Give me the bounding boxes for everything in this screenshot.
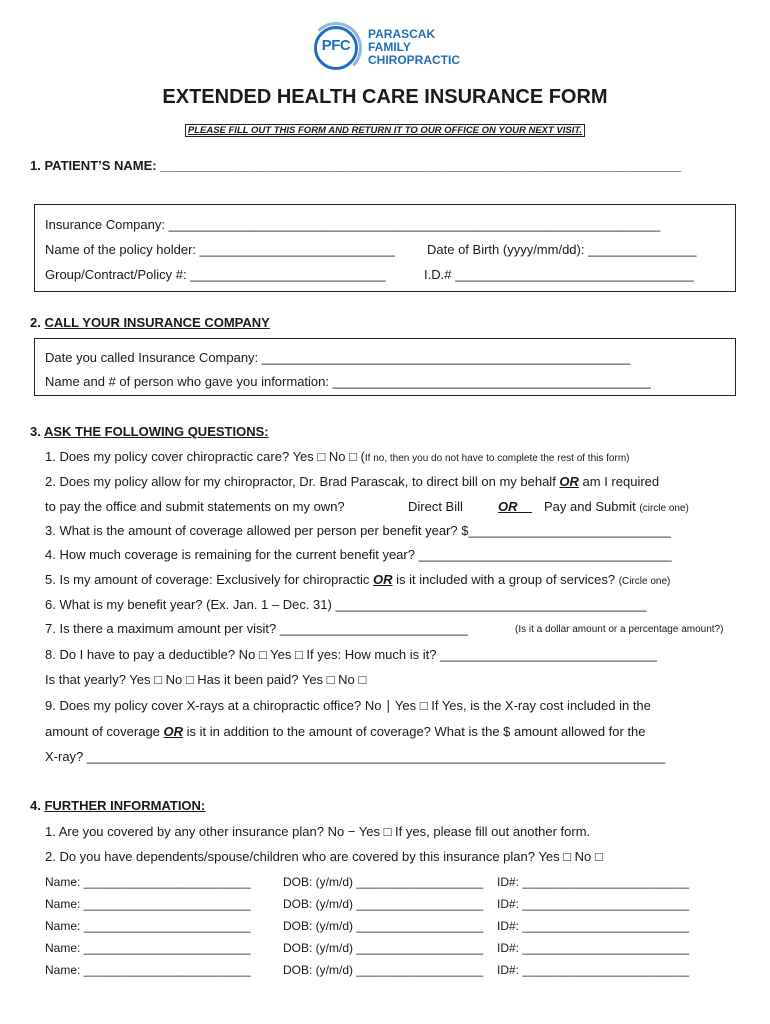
or-emphasis: OR bbox=[498, 499, 518, 514]
insurance-company-field[interactable]: Insurance Company: ____________________________________________________________________ bbox=[45, 217, 661, 232]
question-1-text: 1. Does my policy cover chiropractic care? Yes □ No □ ( bbox=[45, 449, 365, 464]
pay-and-submit-option[interactable] bbox=[544, 499, 689, 514]
or-emphasis: OR bbox=[373, 572, 393, 587]
dependent-name[interactable]: Name: _________________________ bbox=[45, 941, 251, 955]
section-3-number: 3. bbox=[30, 424, 44, 439]
question-9c[interactable]: X-ray? ________________________________________________________________________________ bbox=[45, 749, 666, 764]
dependent-dob[interactable]: DOB: (y/m/d) ___________________ bbox=[283, 897, 484, 911]
dependent-dob[interactable]: DOB: (y/m/d) ___________________ bbox=[283, 963, 484, 977]
dependent-id[interactable]: ID#: _________________________ bbox=[497, 963, 690, 977]
group-policy-field[interactable]: Group/Contract/Policy #: ___________________________ bbox=[45, 267, 386, 282]
direct-bill-option[interactable]: Direct Bill bbox=[408, 499, 463, 514]
question-9b-post: is it in addition to the amount of coverage? What is the $ amount allowed for the bbox=[183, 724, 646, 739]
question-2a-post: am I required bbox=[578, 474, 660, 489]
form-instructions-wrap bbox=[0, 120, 770, 138]
or-emphasis: OR bbox=[559, 474, 579, 489]
question-4[interactable]: 4. How much coverage is remaining for the current benefit year? ___________________________________ bbox=[45, 547, 672, 562]
dependent-dob[interactable]: DOB: (y/m/d) ___________________ bbox=[283, 919, 484, 933]
section-2-heading bbox=[30, 315, 270, 330]
section-4-title: FURTHER INFORMATION: bbox=[44, 798, 206, 813]
dependent-id[interactable]: ID#: _________________________ bbox=[497, 919, 690, 933]
question-9a[interactable]: 9. Does my policy cover X-rays at a chiropractic office? No ∣ Yes □ If Yes, is the X-ray cost included in the bbox=[45, 698, 651, 713]
logo-line-1: PARASCAK bbox=[368, 27, 436, 41]
question-8b[interactable]: Is that yearly? Yes □ No □ Has it been paid? Yes □ No □ bbox=[45, 672, 367, 687]
question-5-pre: 5. Is my amount of coverage: Exclusively for chiropractic bbox=[45, 572, 374, 587]
logo-line-2: FAMILY bbox=[368, 40, 411, 54]
dependent-id[interactable]: ID#: _________________________ bbox=[497, 941, 690, 955]
question-1-note: If no, then you do not have to complete the rest of this form) bbox=[364, 453, 630, 464]
dependent-dob[interactable]: DOB: (y/m/d) ___________________ bbox=[283, 941, 484, 955]
dependent-name[interactable]: Name: _________________________ bbox=[45, 897, 251, 911]
clinic-logo bbox=[314, 24, 464, 74]
dependent-name[interactable]: Name: _________________________ bbox=[45, 919, 251, 933]
question-7[interactable]: 7. Is there a maximum amount per visit? __________________________ bbox=[45, 621, 468, 636]
date-of-birth-field[interactable]: Date of Birth (yyyy/mm/dd): _______________ bbox=[427, 242, 697, 257]
section-2-title: CALL YOUR INSURANCE COMPANY bbox=[44, 315, 270, 330]
person-info-field[interactable]: Name and # of person who gave you information: ____________________________________________ bbox=[45, 374, 651, 389]
or-pay-wrap bbox=[498, 499, 532, 514]
policy-holder-field[interactable]: Name of the policy holder: ___________________________ bbox=[45, 242, 395, 257]
question-1[interactable] bbox=[45, 449, 629, 464]
patient-name-field[interactable]: 1. PATIENT’S NAME: ________________________________________________________________________ bbox=[30, 158, 681, 173]
further-question-1[interactable]: 1. Are you covered by any other insurance plan? No − Yes □ If yes, please fill out another form. bbox=[45, 824, 591, 839]
id-number-field[interactable]: I.D.# _________________________________ bbox=[424, 267, 694, 282]
question-8[interactable]: 8. Do I have to pay a deductible? No □ Yes □ If yes: How much is it? ______________________________ bbox=[45, 647, 657, 662]
or-emphasis: OR bbox=[163, 724, 184, 739]
question-2b: to pay the office and submit statements on my own? bbox=[45, 499, 345, 514]
question-5-note: (Circle one) bbox=[618, 576, 671, 587]
question-2a bbox=[45, 474, 659, 489]
logo-line-3: CHIROPRACTIC bbox=[368, 53, 460, 67]
question-7-note: (Is it a dollar amount or a percentage amount?) bbox=[515, 624, 724, 635]
question-5[interactable] bbox=[45, 572, 670, 587]
section-3-heading bbox=[30, 424, 269, 439]
date-called-field[interactable]: Date you called Insurance Company: ___________________________________________________ bbox=[45, 350, 631, 365]
section-3-title: ASK THE FOLLOWING QUESTIONS: bbox=[43, 424, 269, 439]
form-title: EXTENDED HEALTH CARE INSURANCE FORM bbox=[162, 86, 608, 108]
dependent-id[interactable]: ID#: _________________________ bbox=[497, 897, 690, 911]
form-instructions: PLEASE FILL OUT THIS FORM AND RETURN IT TO OUR OFFICE ON YOUR NEXT VISIT. bbox=[185, 124, 585, 137]
pay-and-submit-label: Pay and Submit bbox=[544, 499, 636, 514]
question-2a-pre: 2. Does my policy allow for my chiropractor, Dr. Brad Parascak, to direct bill on my behalf bbox=[45, 474, 560, 489]
section-4-heading bbox=[30, 798, 205, 813]
logo-text bbox=[368, 28, 460, 67]
circle-one-note: (circle one) bbox=[639, 503, 689, 514]
further-question-2[interactable]: 2. Do you have dependents/spouse/children who are covered by this insurance plan? Yes □ No □ bbox=[45, 849, 603, 864]
dependent-id[interactable]: ID#: _________________________ bbox=[497, 875, 690, 889]
question-9b-pre: amount of coverage bbox=[45, 724, 164, 739]
question-9b bbox=[45, 724, 646, 739]
section-4-number: 4. bbox=[30, 798, 45, 813]
dependent-name[interactable]: Name: _________________________ bbox=[45, 963, 251, 977]
logo-mark: PFC bbox=[321, 37, 351, 54]
question-5-post: is it included with a group of services? bbox=[392, 572, 619, 587]
dependent-dob[interactable]: DOB: (y/m/d) ___________________ bbox=[283, 875, 484, 889]
section-2-number: 2. bbox=[30, 315, 45, 330]
question-3[interactable]: 3. What is the amount of coverage allowed per person per benefit year? $____________________________ bbox=[45, 523, 671, 538]
dependent-name[interactable]: Name: _________________________ bbox=[45, 875, 251, 889]
question-6[interactable]: 6. What is my benefit year? (Ex. Jan. 1 – Dec. 31) ___________________________________________ bbox=[45, 597, 647, 612]
